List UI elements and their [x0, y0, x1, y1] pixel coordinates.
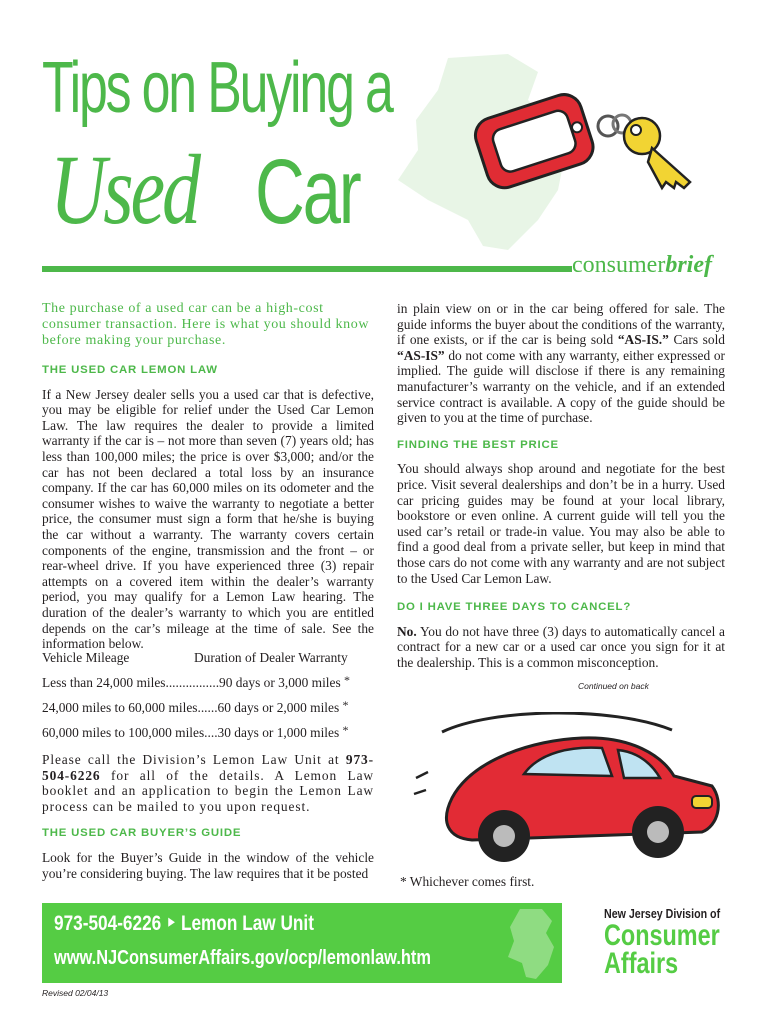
title-line-2 [50, 134, 360, 245]
left-column-lower [42, 752, 374, 881]
table-row: Less than 24,000 miles................90 days or 3,000 miles * [42, 673, 351, 690]
continued-note: Continued on back [578, 681, 649, 691]
best-price-body: You should always shop around and negotiate for the best price. Visit several dealerships and don’t be in a hurry. Used car pricing guides may be found at your local library, bookstore or even online. A current guide will tell you the used car’s retail or trade-in value. You may also be able to find a good deal from a private seller, but keep in mind that those cars do not come with any warranty and are not subject to the Used Car Lemon Law. [397, 461, 725, 586]
table-header [42, 646, 384, 669]
consumer-brief-logo [572, 252, 712, 279]
lemon-law-heading: THE USED CAR LEMON LAW [42, 364, 218, 376]
cancel-heading: DO I HAVE THREE DAYS TO CANCEL? [397, 601, 632, 614]
buyers-guide-continued: in plain view on or in the car being offered for sale. The guide informs the buyer about the conditions of the warranty, if one exists, or if the car is being sold “AS-IS.” Cars sold “AS-IS” do not come with any warranty, either expressed or implied. The guide will disclose if there is any remaining manufacturer’s warranty on the vehicle, and if an extended service contract is available. A copy of the guide should be given to you at the time of purchase. [397, 301, 725, 426]
buyers-guide-body: Look for the Buyer’s Guide in the window of the vehicle you’re considering buying. The law requires that it be posted [42, 849, 374, 881]
nj-state-icon [502, 907, 562, 981]
brand-consumer: consumer [572, 252, 666, 278]
table-col-duration: Duration of Dealer Warranty [194, 650, 348, 665]
left-column [42, 301, 374, 652]
lemon-law-phone: 973-504-6226 [42, 752, 375, 783]
title-car: Car [255, 141, 360, 243]
lemon-law-body: If a New Jersey dealer sells you a used car that is defective, you may be eligible for relief under the Used Car Lemon Law. The law requires the dealer to provide a limited warranty if the car is – not more than seven (7) years old; has less than 100,000 miles; the price is over $3,000; and/or the car has not been declared a total loss by an insurance company. If the car has 60,000 miles on its odometer and the consumer wishes to waive the warranty to negotiate a better price, the consumer must sign a form that he/she is buying the car without a warranty. The warranty covers certain components of the engine, transmission and the front – or rear-wheel drive. If you have experienced three (3) repair attempts on a covered item within the dealer’s warranty period, you may qualify for a Lemon Law hearing. The duration of the dealer’s warranty to which you are entitled depends on the car’s mileage at the time of sale. See the information below. [42, 386, 374, 652]
warranty-table [42, 646, 384, 744]
division-label: New Jersey Division of [604, 906, 721, 921]
footer-phone-line[interactable]: 973-504-6226 ‣ Lemon Law Unit [54, 912, 314, 935]
best-price-heading: FINDING THE BEST PRICE [397, 438, 559, 451]
whichever-note: * Whichever comes first. [400, 874, 535, 889]
title-used: Used [50, 134, 198, 245]
call-paragraph: Please call the Division’s Lemon Law Unit at 973-504-6226 for all of the details. A Lemon Law booklet and an application to begin the Lemon Law process can be mailed to you upon request. [42, 752, 375, 814]
revised-date: Revised 02/04/13 [42, 988, 109, 998]
red-car-illustration [412, 712, 732, 872]
buyers-guide-heading: THE USED CAR BUYER’S GUIDE [42, 827, 242, 840]
intro-paragraph: The purchase of a used car can be a high-cost consumer transaction. Here is what you should know before making your purchase. [42, 301, 370, 348]
table-row: 24,000 miles to 60,000 miles......60 days or 2,000 miles * [42, 698, 349, 715]
table-col-mileage: Vehicle Mileage [42, 650, 130, 665]
footer-contact-bar [42, 903, 562, 983]
title-line-1: Tips on Buying a [42, 48, 392, 128]
brief-rule [42, 266, 572, 272]
brand-brief: brief [665, 252, 712, 278]
consumer-affairs-logo: Consumer Affairs [604, 919, 720, 980]
table-row: 60,000 miles to 100,000 miles....30 days or 1,000 miles * [42, 723, 349, 740]
car-key-icon [462, 84, 712, 204]
footer-url-link[interactable]: www.NJConsumerAffairs.gov/ocp/lemonlaw.htm [54, 947, 431, 969]
cancel-body: No. You do not have three (3) days to automatically cancel a contract for a new car or a used car once you sign for it at the dealership. This is a common misconception. [397, 623, 725, 670]
right-column [397, 301, 725, 670]
